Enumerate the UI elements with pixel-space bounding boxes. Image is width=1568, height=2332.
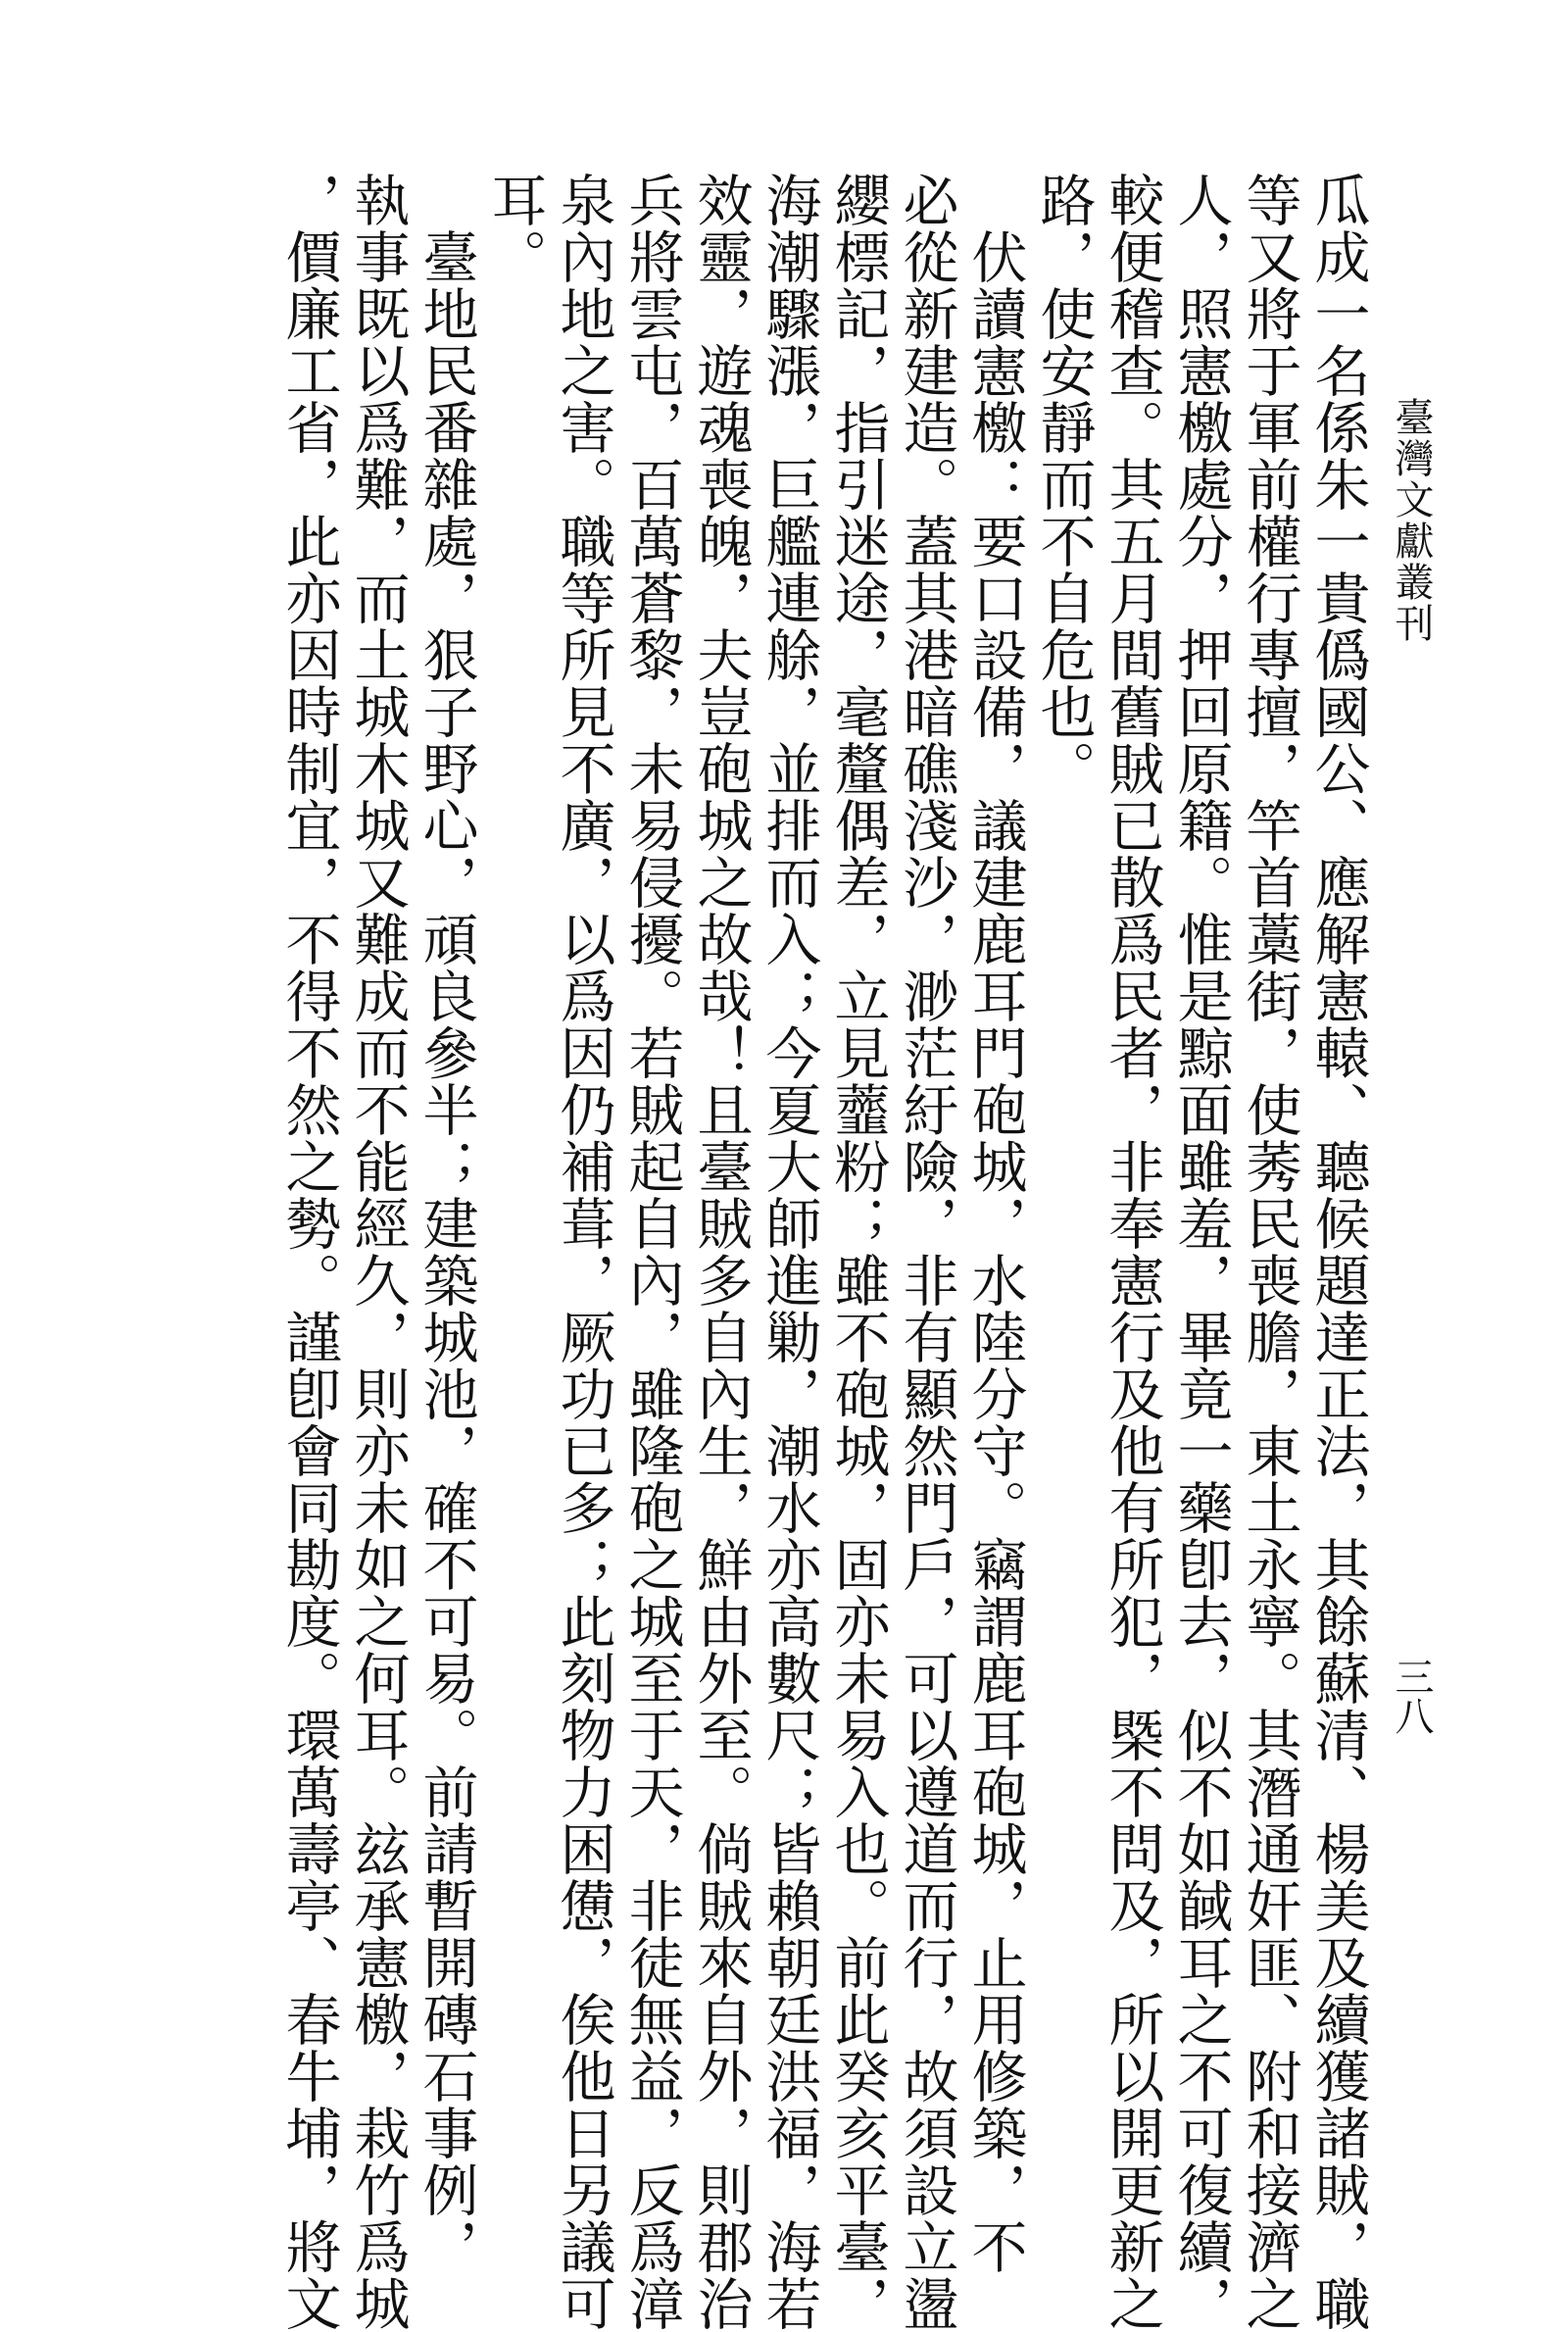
series-title: 臺灣文獻叢刊 (1389, 397, 1434, 644)
text-column: 人，照憲檄處分，押回原籍。惟是黥面雖羞，畢竟一藥卽去，似不如馘耳之不可復續， (1168, 172, 1233, 2332)
text-column: 瓜成一名係朱一貴僞國公、應解憲轅、聽候題達正法，其餘蘇清、楊美及續獲諸賊，職 (1305, 172, 1370, 2332)
text-column: 泉內地之害。職等所見不廣，以爲因仍補葺，厥功已多；此刻物力困憊，俟他日另議可 (551, 172, 615, 2332)
text-column: 海潮驟漲，巨艦連艅，並排而入；今夏大師進勦，潮水亦高數尺；皆賴朝廷洪福，海若 (757, 172, 821, 2332)
text-column: 耳。 (482, 172, 547, 285)
text-column: 臺地民番雜處，狠子野心，頑良參半；建築城池，確不可易。前請暫開磚石事例， (414, 172, 478, 2275)
text-column: 纓標記，指引迷途，毫釐偶差，立見虀粉；雖不砲城，固亦未易入也。前此癸亥平臺， (825, 172, 890, 2332)
text-column: 伏讀憲檄：要口設備，議建鹿耳門砲城，水陸分守。竊謂鹿耳砲城，止用修築，不 (962, 172, 1027, 2275)
page-number: 三八 (1389, 1657, 1434, 1735)
text-column: 效靈，遊魂喪魄，夫豈砲城之故哉！且臺賊多自內生，鮮由外至。倘賊來自外，則郡治 (688, 172, 753, 2332)
text-body (137, 172, 1372, 2332)
text-column: 兵將雲屯，百萬蒼黎，未易侵擾。若賊起自內，雖隆砲之城至于天，非徒無益，反爲漳 (619, 172, 684, 2332)
text-column: 必從新建造。蓋其港暗礁淺沙，渺茫紆險，非有顯然門戶，可以遵道而行，故須設立盪 (894, 172, 958, 2332)
text-column: 等又將于軍前權行專擅，竿首藁街，使莠民喪膽，東土永寧。其潛通奸匪、附和接濟之 (1237, 172, 1301, 2332)
text-column: 執事既以爲難，而土城木城又難成而不能經久，則亦未如之何耳。玆承憲檄，栽竹爲城 (345, 172, 410, 2332)
text-column: ，價廉工省，此亦因時制宜，不得不然之勢。謹卽會同勘度。環萬壽亭、春牛埔，將文 (276, 172, 341, 2332)
text-column: 較便稽查。其五月間舊賊已散爲民者，非奉憲行及他有所犯，槩不問及，所以開更新之 (1100, 172, 1164, 2332)
text-column: 路，使安靜而不自危也。 (1031, 172, 1096, 797)
